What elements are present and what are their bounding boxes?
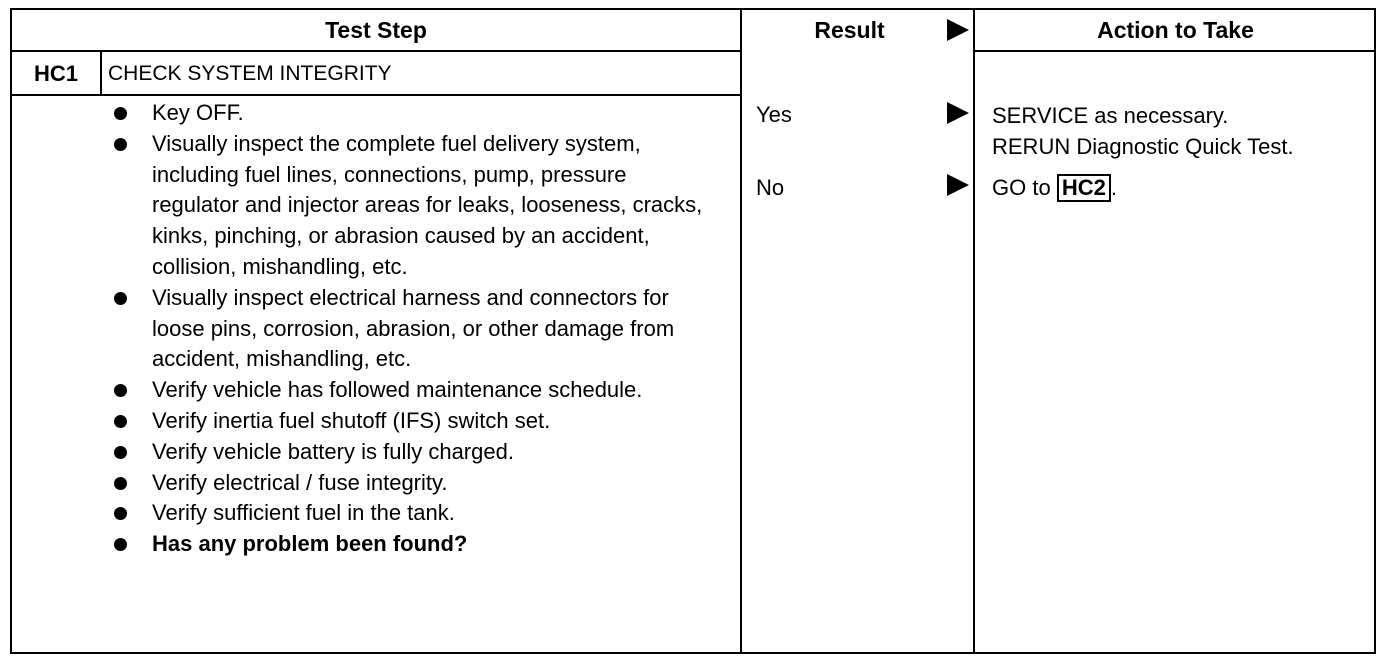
- bullet-icon: [114, 292, 127, 305]
- header-arrow-icon: [947, 19, 969, 41]
- action-yes: [992, 100, 1294, 162]
- bullet-icon: [114, 138, 127, 151]
- divider-step-id: [100, 52, 102, 94]
- result-no-arrow-icon: [947, 174, 969, 196]
- bullet-item: [108, 283, 682, 375]
- bullet-text: Visually inspect electrical harness and connectors for loose pins, corrosion, abrasion, or other damage from accident, mishandling, etc.: [152, 284, 675, 372]
- action-yes-line2: RERUN Diagnostic Quick Test.: [992, 134, 1294, 159]
- bullet-text: Has any problem been found?: [152, 531, 468, 557]
- bullet-icon: [114, 538, 127, 551]
- action-no-suffix: .: [1110, 175, 1117, 200]
- result-yes: Yes: [756, 102, 792, 127]
- bullet-item: [108, 375, 692, 406]
- action-yes-line1: SERVICE as necessary.: [992, 103, 1229, 128]
- step-title-rule: [12, 94, 742, 96]
- divider-step-result: [740, 10, 742, 652]
- action-no: [992, 172, 1117, 203]
- bullet-item: [108, 498, 738, 529]
- diagnostic-table: [10, 8, 1376, 654]
- bullet-icon: [114, 446, 127, 459]
- step-reference-link[interactable]: HC2: [1057, 174, 1111, 202]
- bullet-icon: [114, 477, 127, 490]
- step-id: HC1: [33, 61, 78, 86]
- action-no-prefix: GO to: [992, 175, 1051, 200]
- bullet-icon: [114, 507, 127, 520]
- bullet-item: [108, 406, 738, 437]
- result-yes-arrow-icon: [947, 102, 969, 124]
- result-no: No: [756, 175, 785, 200]
- bullet-text: Verify vehicle battery is fully charged.: [152, 438, 514, 464]
- divider-result-action: [973, 10, 975, 652]
- bullet-item: [108, 129, 712, 283]
- bullet-icon: [114, 384, 127, 397]
- bullet-text: Verify electrical / fuse integrity.: [152, 469, 448, 495]
- header-rule-action: [975, 50, 1376, 52]
- bullet-item: [108, 98, 738, 129]
- bullet-text: Verify inertia fuel shutoff (IFS) switch set.: [152, 407, 551, 433]
- step-bullet-list: [108, 98, 738, 560]
- header-test-step: Test Step: [325, 17, 427, 43]
- header-result: Result: [814, 17, 885, 43]
- header-rule: [12, 50, 742, 52]
- bullet-item: [108, 437, 738, 468]
- bullet-icon: [114, 415, 127, 428]
- bullet-item: [108, 468, 738, 499]
- bullet-text: Visually inspect the complete fuel delivery system, including fuel lines, connections, pump, pressure regulator and injector areas for leaks, looseness, cracks, kinks, pinching, or abrasion caused by an accident, collision, mishandling, etc.: [152, 130, 703, 279]
- bullet-text: Key OFF.: [152, 100, 244, 125]
- step-title: CHECK SYSTEM INTEGRITY: [108, 62, 392, 85]
- header-action: Action to Take: [1097, 17, 1254, 43]
- bullet-item-question: [108, 529, 738, 560]
- bullet-text: Verify vehicle has followed maintenance schedule.: [152, 377, 643, 403]
- bullet-icon: [114, 107, 127, 120]
- bullet-text: Verify sufficient fuel in the tank.: [152, 500, 455, 526]
